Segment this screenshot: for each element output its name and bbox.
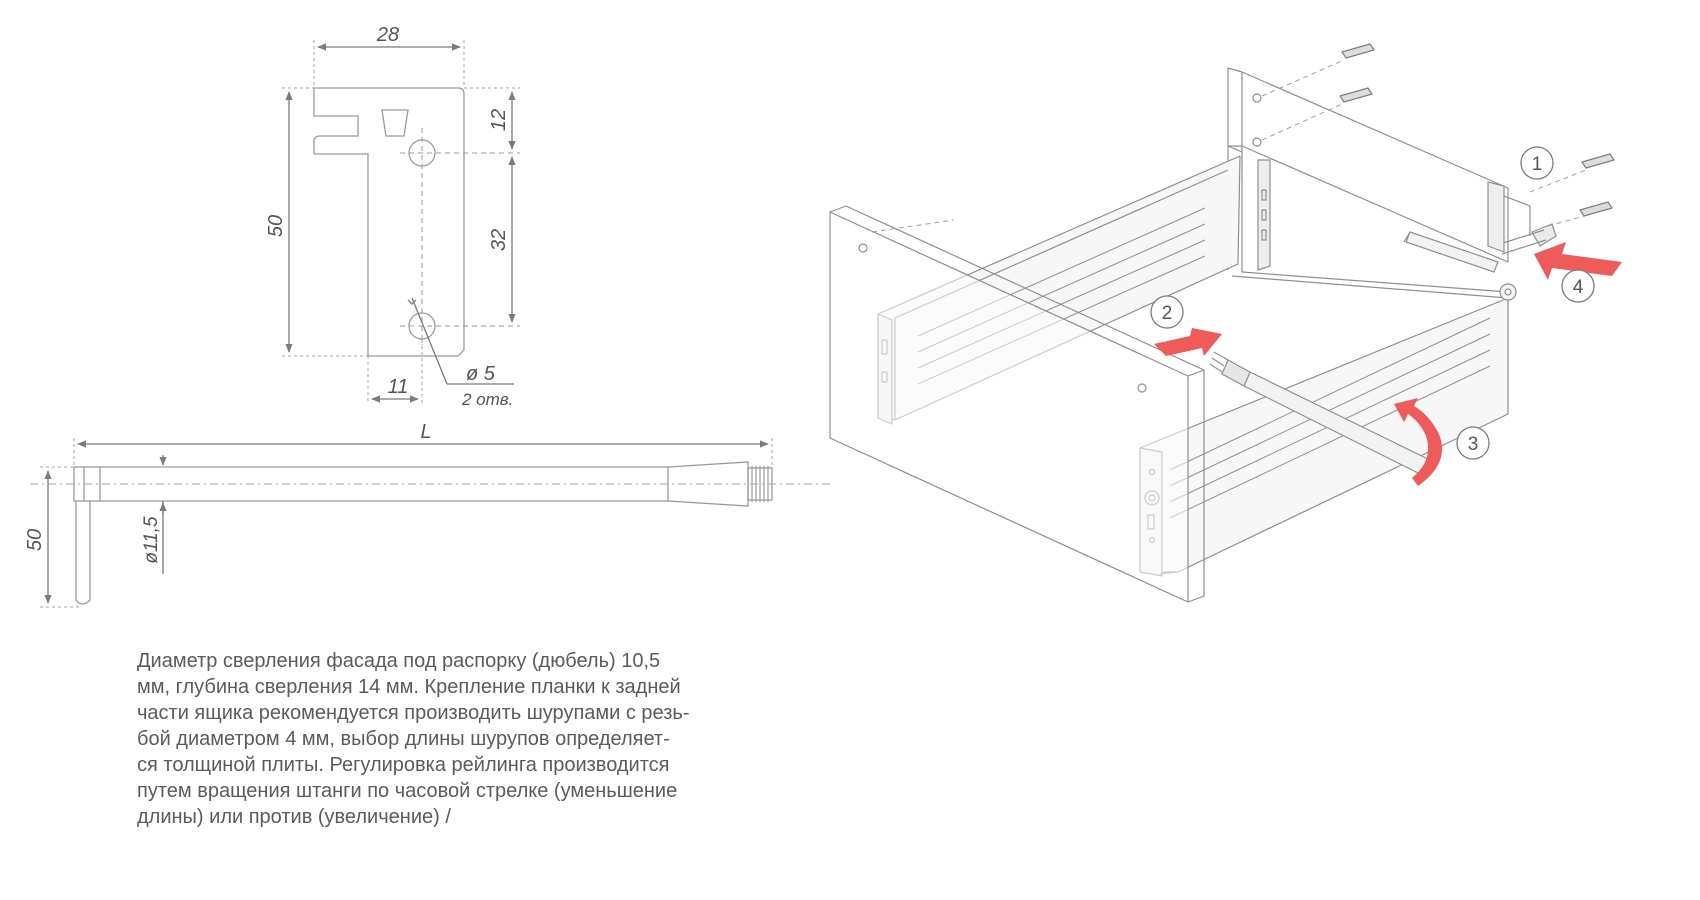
bracket-height-label: 50 [265,214,287,238]
description-line: мм, глубина сверления 14 мм. Крепление планки к задней [137,676,681,698]
step-3-label: 3 [1467,434,1479,455]
bracket-drawing [282,40,520,404]
rod-diameter-label: ø11,5 [141,516,162,564]
bracket-width-label: 28 [376,24,400,46]
bracket-hole-spacing-label: 32 [488,228,510,252]
description-line: путем вращения штанги по часовой стрелке (уменьшение [137,780,678,802]
bracket-outline [314,88,464,356]
hole-diameter-label: ø 5 [466,363,495,385]
description-line: части ящика рекомендуется производить шурупами с резь- [137,702,690,724]
rod-length-label: L [420,421,432,443]
description-line: ся толщиной плиты. Регулировка рейлинга производится [137,754,670,776]
description-text [137,648,732,830]
step-1-label: 1 [1531,154,1543,175]
drawer-assembly [830,44,1614,602]
description-line: бой диаметром 4 мм, выбор длины шурупов определяет- [137,728,670,750]
pull-arrow-icon [1154,328,1222,356]
description-line: Диаметр сверления фасада под распорку (дюбель) 10,5 [137,650,661,672]
hole-count-label: 2 отв. [462,390,514,409]
step-4-label: 4 [1572,277,1584,298]
description-line: длины) или против (увеличение) / [137,806,451,828]
bracket-top-offset-label: 12 [488,108,510,132]
rod-height-label: 50 [24,528,46,552]
bracket-slot [382,110,408,136]
step-2-label: 2 [1161,303,1173,324]
bracket-side-offset-label: 11 [387,376,409,398]
screw-group [1340,44,1614,216]
